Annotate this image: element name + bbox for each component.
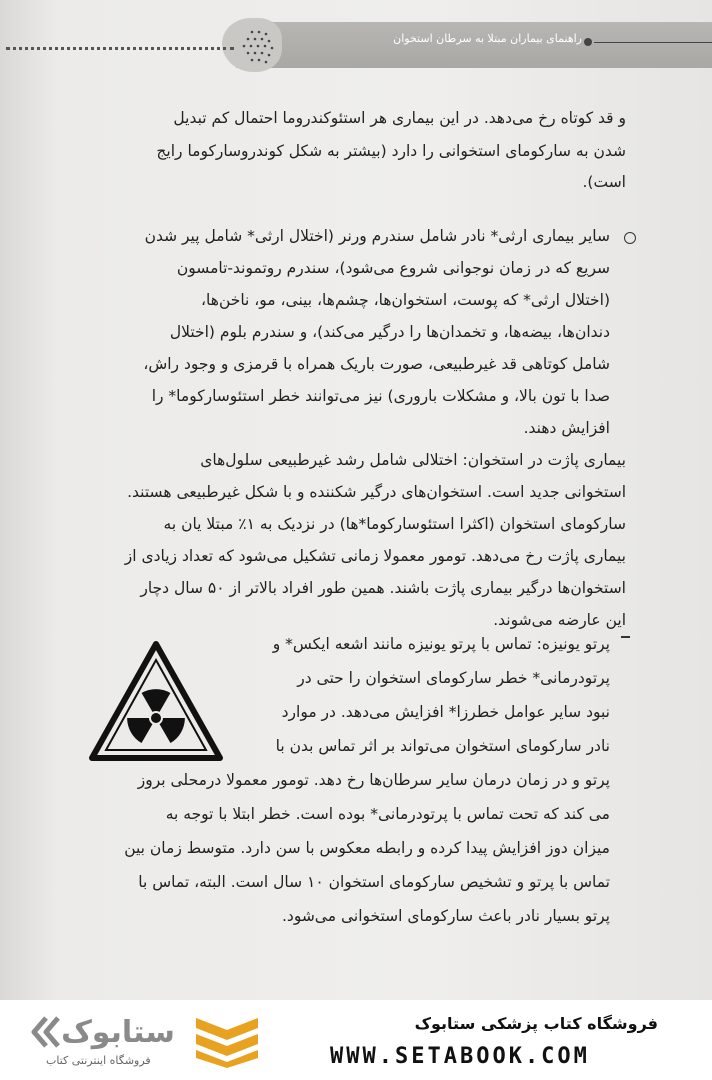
chevron-stack-icon [192,1012,262,1068]
body-line: پرتو یونیزه: تماس با پرتو یونیزه مانند اشعه ایکس* و [272,635,610,653]
body-line: و قد کوتاه رخ می‌دهد. در این بیماری هر استئوکندروما احتمال کم تبدیل [173,109,626,127]
body-line: شامل کوتاهی قد غیرطبیعی، صورت باریک همراه با قرمزی و وجود راش، [143,355,610,373]
body-line: دندان‌ها، بیضه‌ها، و تخمدان‌ها را درگیر می‌کند)، و سندرم بلوم (اختلال [169,323,610,341]
body-line: تماس با پرتو و تشخیص سارکومای استخوان ۱۰ سال است. البته، تماس با [138,873,610,891]
logo-tagline: فروشگاه اینترنتی کتاب [46,1054,151,1067]
header-rule [594,42,712,43]
header-band [236,22,712,68]
svg-text:ستابوک: ستابوک [61,1015,175,1050]
body-line: استخوان‌ها درگیر بیماری پاژت باشند. همین طور افراد بالاتر از ۵۰ سال دچار [140,579,626,597]
store-footer [0,1000,712,1080]
header-dotted-rule [6,47,234,50]
body-line: نبود سایر عوامل خطرزا* افزایش می‌دهد. در موارد [281,703,610,721]
body-line: سایر بیماری ارثی* نادر شامل سندرم ورنر (اختلال ارثی* شامل پیر شدن [144,227,610,245]
body-line: سریع که در زمان نوجوانی شروع می‌شود)، سندرم روتموند-تامسون [176,259,610,277]
body-line: صدا با تون بالا، و مشکلات باروری) نیز می‌توانند خطر استئوسارکوما* را [151,387,610,405]
dots-ornament-icon [222,18,282,72]
header-bullet-icon [584,38,592,46]
body-line: می کند که تحت تماس با پرتودرمانی* بوده است. خطر ابتلا با توجه به [165,805,610,823]
store-name: فروشگاه کتاب پزشکی ستابوک [414,1014,658,1033]
dash-bullet-icon [621,636,630,638]
running-header-title: راهنمای بیماران مبتلا به سرطان استخوان [393,32,582,45]
radiation-hazard-icon [88,640,224,762]
body-line: استخوانی جدید است. استخوان‌های درگیر شکننده و با شکل غیرطبیعی هستند. [127,483,626,501]
body-line: (اختلال ارثی* که پوست، استخوان‌ها، چشم‌ها، بینی، مو، ناخن‌ها، [201,291,610,309]
body-line: است). [582,173,626,191]
body-line: افزایش دهند. [523,419,610,437]
body-line: بیماری پاژت در استخوان: اختلالی شامل رشد غیرطبیعی سلول‌های [200,451,626,469]
body-line: نادر سارکومای استخوان می‌تواند بر اثر تماس بدن با [275,737,610,755]
body-line: پرتو بسیار نادر باعث سارکومای استخوانی می‌شود. [281,907,610,925]
circle-bullet-icon [624,232,636,244]
body-line: سارکومای استخوان (اکثرا استئوسارکوما*ها) در نزدیک به ۱٪ مبتلا یان به [163,515,626,533]
store-url-link[interactable]: WWW.SETABOOK.COM [330,1044,590,1069]
body-line: بیماری پاژت رخ می‌دهد. تومور معمولا زمانی تشکیل می‌شود که تعداد زیادی از [124,547,626,565]
body-line: این عارضه می‌شوند. [493,611,626,629]
body-line: پرتو و در زمان درمان سایر سرطان‌ها رخ دهد. تومور معمولا درمحلی بروز [137,771,610,789]
setabook-logo [30,1012,180,1052]
body-line: میزان دوز افزایش پیدا کرده و رابطه معکوس با سن دارد. متوسط زمان بین [124,839,610,857]
body-line: شدن به سارکومای استخوانی را دارد (بیشتر به شکل کوندروسارکوما رایج [156,142,626,160]
body-line: پرتودرمانی* خطر سارکومای استخوان را حتی در [297,669,610,687]
header-ornament [222,18,282,72]
